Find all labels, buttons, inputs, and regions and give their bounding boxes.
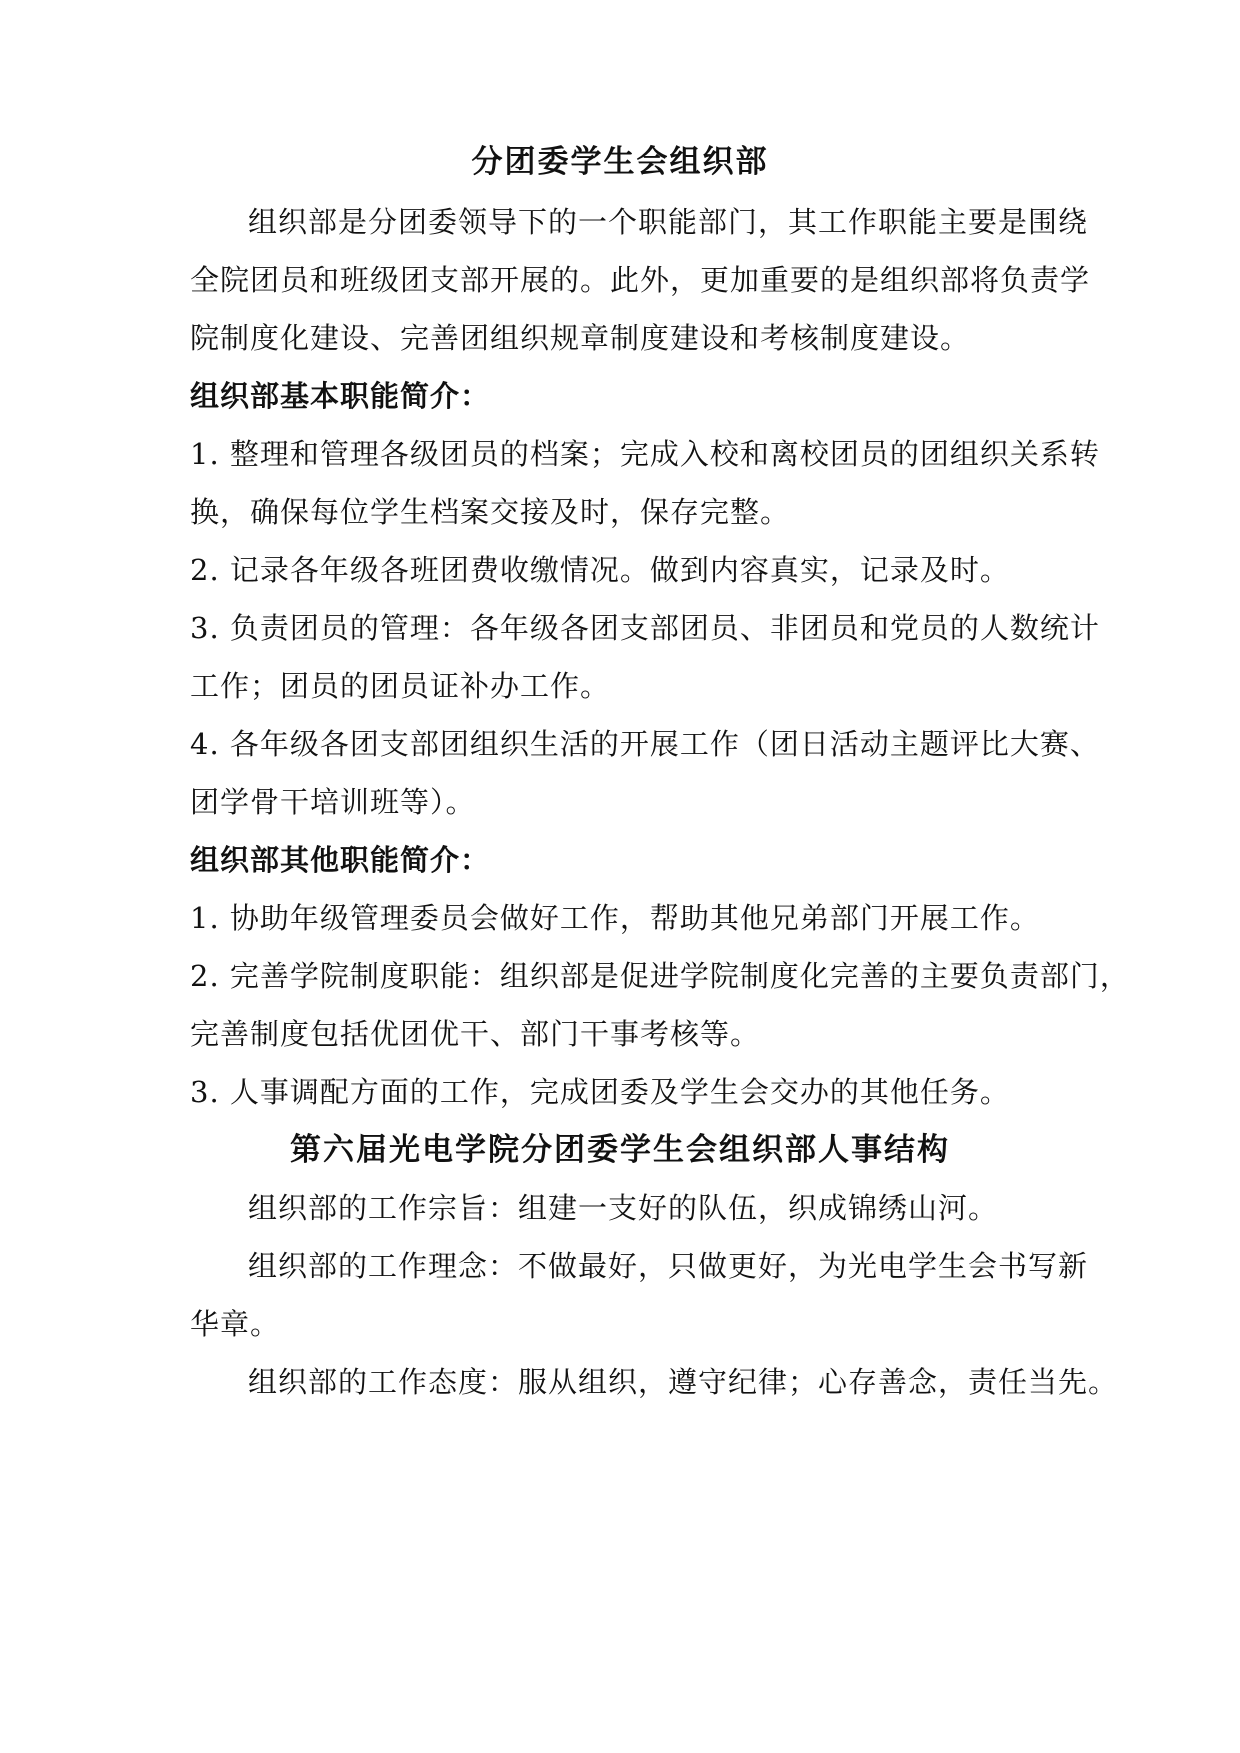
basic-function-item: 2. 记录各年级各班团费收缴情况。做到内容真实，记录及时。 (190, 553, 1010, 587)
other-function-item-continued: 完善制度包括优团优干、部门干事考核等。 (190, 1017, 761, 1051)
basic-function-item: 1. 整理和管理各级团员的档案；完成入校和离校团员的团组织关系转 (190, 437, 1100, 471)
basic-function-item-continued: 团学骨干培训班等）。 (190, 785, 476, 819)
page-title: 分团委学生会组织部 (471, 144, 769, 180)
basic-function-item: 3. 负责团员的管理：各年级各团支部团员、非团员和党员的人数统计 (190, 611, 1100, 645)
basic-function-item-continued: 换，确保每位学生档案交接及时，保存完整。 (190, 495, 791, 529)
work-attitude: 组织部的工作态度：服从组织，遵守纪律；心存善念，责任当先。 (248, 1365, 1119, 1399)
intro-paragraph-line: 组织部是分团委领导下的一个职能部门，其工作职能主要是围绕 (248, 205, 1089, 239)
structure-title: 第六届光电学院分团委学生会组织部人事结构 (290, 1132, 950, 1168)
basic-functions-heading: 组织部基本职能简介： (190, 379, 491, 413)
other-function-item: 2. 完善学院制度职能：组织部是促进学院制度化完善的主要负责部门， (190, 959, 1130, 993)
basic-function-item: 4. 各年级各团支部团组织生活的开展工作（团日活动主题评比大赛、 (190, 727, 1100, 761)
other-function-item: 3. 人事调配方面的工作，完成团委及学生会交办的其他任务。 (190, 1075, 1010, 1109)
work-tenet: 组织部的工作宗旨：组建一支好的队伍，织成锦绣山河。 (248, 1191, 999, 1225)
intro-paragraph-line: 院制度化建设、完善团组织规章制度建设和考核制度建设。 (190, 321, 971, 355)
other-function-item: 1. 协助年级管理委员会做好工作，帮助其他兄弟部门开展工作。 (190, 901, 1040, 935)
basic-function-item-continued: 工作；团员的团员证补办工作。 (190, 669, 611, 703)
other-functions-heading: 组织部其他职能简介： (190, 843, 491, 877)
intro-paragraph-line: 全院团员和班级团支部开展的。此外，更加重要的是组织部将负责学 (190, 263, 1091, 297)
work-philosophy-continued: 华章。 (190, 1307, 281, 1341)
work-philosophy: 组织部的工作理念：不做最好，只做更好，为光电学生会书写新 (248, 1249, 1089, 1283)
